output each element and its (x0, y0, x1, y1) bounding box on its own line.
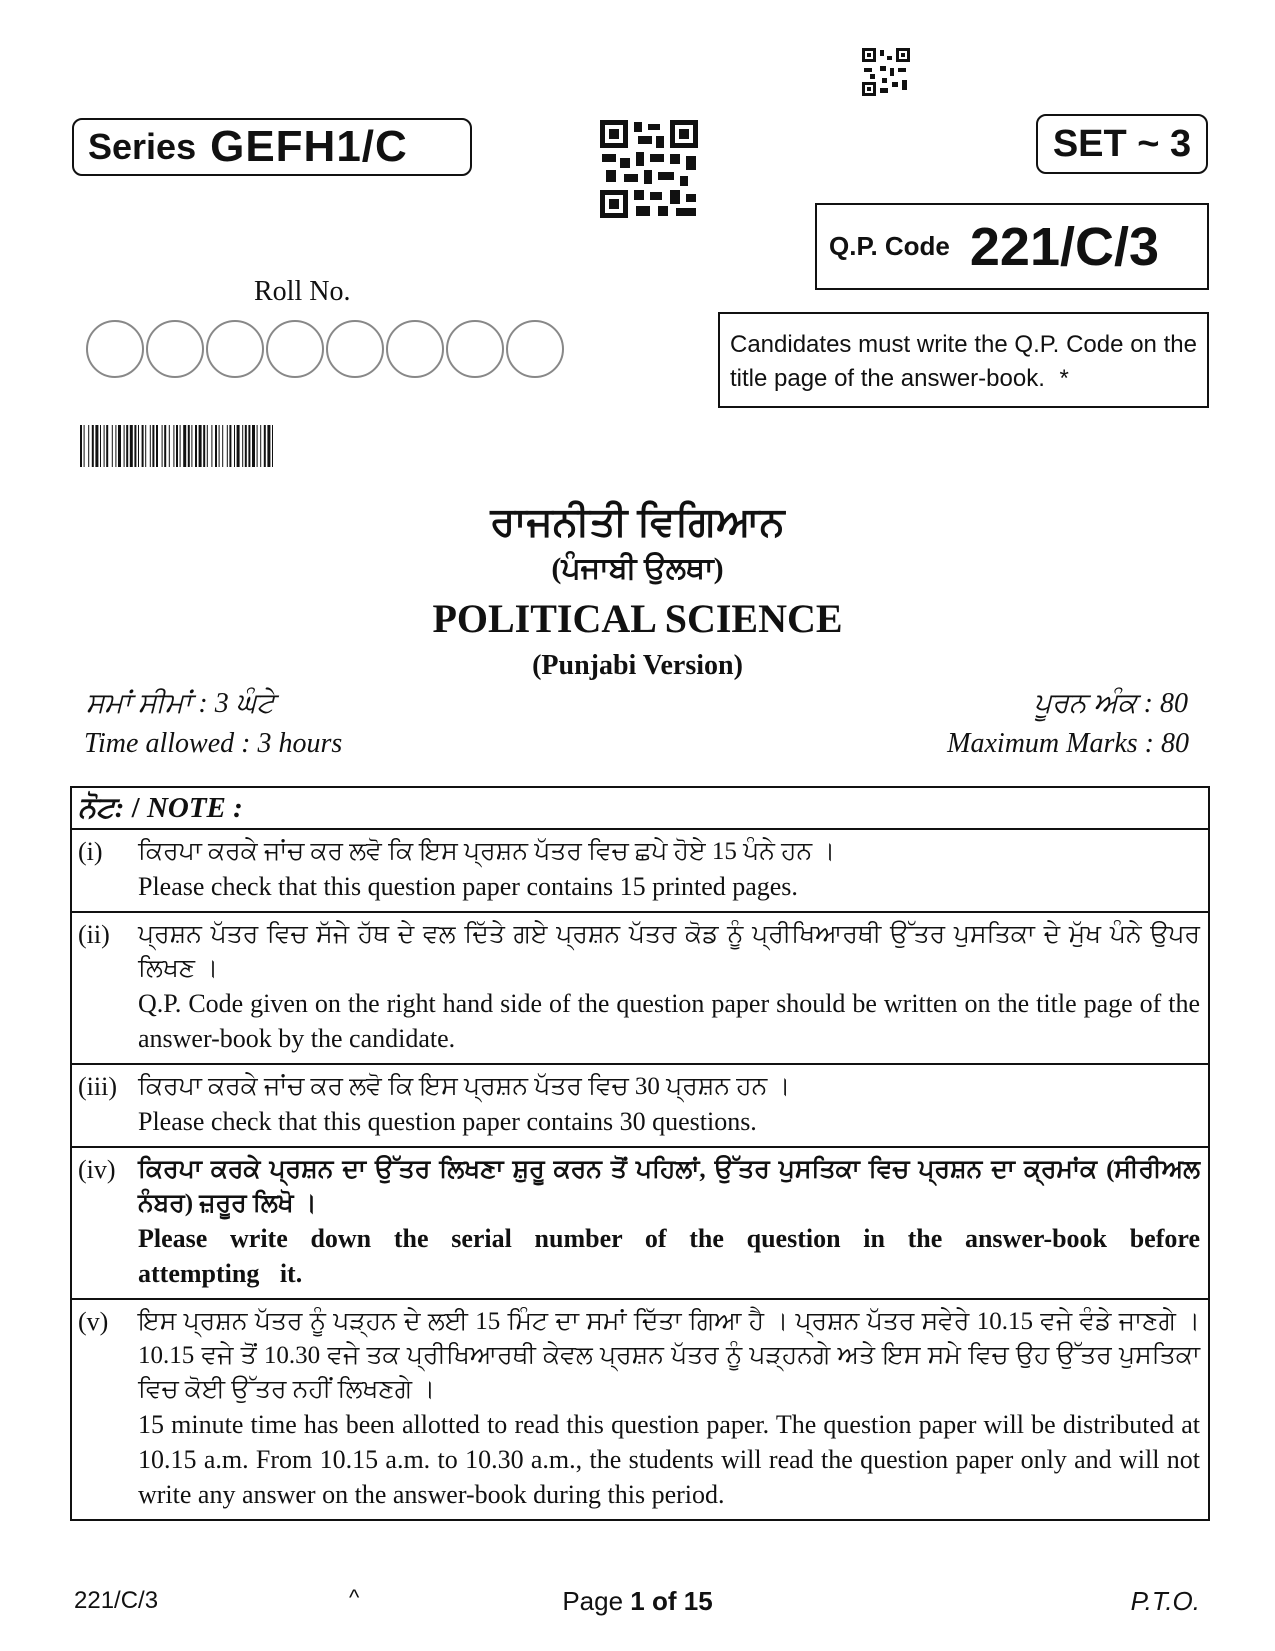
roll-digit-box[interactable] (266, 320, 324, 378)
note-item (72, 1300, 1208, 1519)
note-number: (iii) (78, 1072, 117, 1101)
subject-title: POLITICAL SCIENCE (432, 596, 843, 641)
roll-digit-box[interactable] (386, 320, 444, 378)
roll-digit-box[interactable] (506, 320, 564, 378)
asterisk-mark: * (1059, 365, 1069, 392)
page-current: 1 (630, 1586, 645, 1616)
time-allowed-punjabi: ਸਮਾਂ ਸੀਮਾਂ : 3 ਘੰਟੇ (86, 688, 275, 719)
note-text-english: 15 minute time has been allotted to read this question paper. The question paper will be distributed at 10.15 a.m. From 10.15 a.m. to 10.30 a.m., the students will read the question paper only and will not write any answer on the answer-book during this period. (138, 1410, 1200, 1509)
series-label: Series (88, 126, 197, 167)
note-number: (v) (78, 1307, 109, 1336)
note-text-punjabi: ਪ੍ਰਸ਼ਨ ਪੱਤਰ ਵਿਚ ਸੱਜੇ ਹੱਥ ਦੇ ਵਲ ਦਿੱਤੇ ਗਏ ਪ੍ਰਸ਼ਨ ਪੱਤਰ ਕੋਡ ਨੂੰ ਪ੍ਰੀਖਿਆਰਥੀ ਉੱਤਰ ਪੁਸਤਿਕਾ ਦੇ ਮੁੱਖ ਪੰਨੇ ਉਪਰ ਲਿਖਣ । (138, 921, 1200, 982)
note-number: (iv) (78, 1155, 116, 1184)
set-badge: SET ~ 3 (1036, 114, 1208, 174)
roll-digit-box[interactable] (86, 320, 144, 378)
note-item (72, 1148, 1208, 1300)
roll-number-boxes (86, 320, 566, 378)
page-of: of (644, 1586, 684, 1616)
note-text-english: Please write down the serial number of the question in the answer-book before attempting it. (138, 1224, 1200, 1288)
note-text-punjabi: ਇਸ ਪ੍ਰਸ਼ਨ ਪੱਤਰ ਨੂੰ ਪੜ੍ਹਨ ਦੇ ਲਈ 15 ਮਿੰਟ ਦਾ ਸਮਾਂ ਦਿੱਤਾ ਗਿਆ ਹੈ । ਪ੍ਰਸ਼ਨ ਪੱਤਰ ਸਵੇਰੇ 10.15 ਵਜੇ ਵੰਡੇ ਜਾਣਗੇ । 10.15 ਵਜੇ ਤੋਂ 10.30 ਵਜੇ ਤਕ ਪ੍ਰੀਖਿਆਰਥੀ ਕੇਵਲ ਪ੍ਰਸ਼ਨ ਪੱਤਰ ਨੂੰ ਪੜ੍ਹਨਗੇ ਅਤੇ ਇਸ ਸਮੇ ਵਿਚ ਉਹ ਉੱਤਰ ਪੁਸਤਿਕਾ ਵਿਚ ਕੋਈ ਉੱਤਰ ਨਹੀਂ ਲਿਖਣਗੇ । (138, 1308, 1200, 1403)
version-punjabi: (ਪੰਜਾਬੀ ਉਲਥਾ) (551, 552, 724, 585)
notes-heading-english: NOTE : (146, 792, 243, 824)
pto-label: P.T.O. (1130, 1586, 1200, 1616)
qp-code-value: 221/C/3 (969, 216, 1160, 277)
roll-digit-box[interactable] (146, 320, 204, 378)
subject-title-punjabi: ਰਾਜਨੀਤੀ ਵਿਗਿਆਨ (490, 499, 785, 544)
note-text-punjabi: ਕਿਰਪਾ ਕਰਕੇ ਜਾਂਚ ਕਰ ਲਵੋ ਕਿ ਇਸ ਪ੍ਰਸ਼ਨ ਪੱਤਰ ਵਿਚ ਛਪੇ ਹੋਏ 15 ਪੰਨੇ ਹਨ । (138, 838, 836, 865)
roll-number-label: Roll No. (254, 276, 351, 307)
page-total: 15 (683, 1586, 713, 1616)
note-text-english: Q.P. Code given on the right hand side of the question paper should be written on the title page of the answer-book by the candidate. (138, 989, 1200, 1053)
time-allowed: Time allowed : 3 hours (84, 728, 343, 759)
notes-heading-punjabi: ਨੋਟ: (78, 792, 125, 824)
candidates-instruction-box (718, 312, 1209, 408)
version-label: (Punjabi Version) (532, 650, 743, 681)
barcode (80, 425, 496, 467)
notes-heading (72, 788, 1208, 830)
roll-digit-box[interactable] (326, 320, 384, 378)
series-box (72, 118, 472, 176)
note-number: (i) (78, 837, 103, 866)
note-text-punjabi: ਕਿਰਪਾ ਕਰਕੇ ਜਾਂਚ ਕਰ ਲਵੋ ਕਿ ਇਸ ਪ੍ਰਸ਼ਨ ਪੱਤਰ ਵਿਚ 30 ਪ੍ਰਸ਼ਨ ਹਨ । (138, 1073, 791, 1100)
note-item (72, 1065, 1208, 1148)
note-text-english: Please check that this question paper contains 15 printed pages. (138, 872, 798, 901)
qr-code (600, 120, 698, 218)
candidates-instruction-text: Candidates must write the Q.P. Code on the title page of the answer-book. (730, 331, 1197, 392)
qp-code-label: Q.P. Code (829, 231, 950, 261)
max-marks-punjabi: ਪੂਰਨ ਅੰਕ : 80 (1033, 688, 1188, 719)
footer-caret: ^ (349, 1585, 360, 1610)
roll-digit-box[interactable] (206, 320, 264, 378)
note-text-punjabi: ਕਿਰਪਾ ਕਰਕੇ ਪ੍ਰਸ਼ਨ ਦਾ ਉੱਤਰ ਲਿਖਣਾ ਸ਼ੁਰੂ ਕਰਨ ਤੋਂ ਪਹਿਲਾਂ, ਉੱਤਰ ਪੁਸਤਿਕਾ ਵਿਚ ਪ੍ਰਸ਼ਨ ਦਾ ਕ੍ਰਮਾਂਕ (ਸੀਰੀਅਲ ਨੰਬਰ) ਜ਼ਰੂਰ ਲਿਖੋ । (138, 1156, 1200, 1217)
roll-digit-box[interactable] (446, 320, 504, 378)
small-qr-code (862, 48, 910, 96)
series-value: GEFH1/C (210, 122, 408, 171)
notes-heading-separator: / (124, 792, 147, 824)
note-item (72, 913, 1208, 1065)
notes-table (70, 786, 1210, 1521)
page-number (0, 1586, 1275, 1617)
footer-qp-code: 221/C/3 (74, 1587, 159, 1614)
note-number: (ii) (78, 920, 110, 949)
page-prefix: Page (562, 1586, 631, 1616)
note-text-english: Please check that this question paper contains 30 questions. (138, 1107, 757, 1136)
qp-code-box (815, 203, 1209, 290)
max-marks: Maximum Marks : 80 (947, 728, 1189, 759)
note-item (72, 830, 1208, 913)
